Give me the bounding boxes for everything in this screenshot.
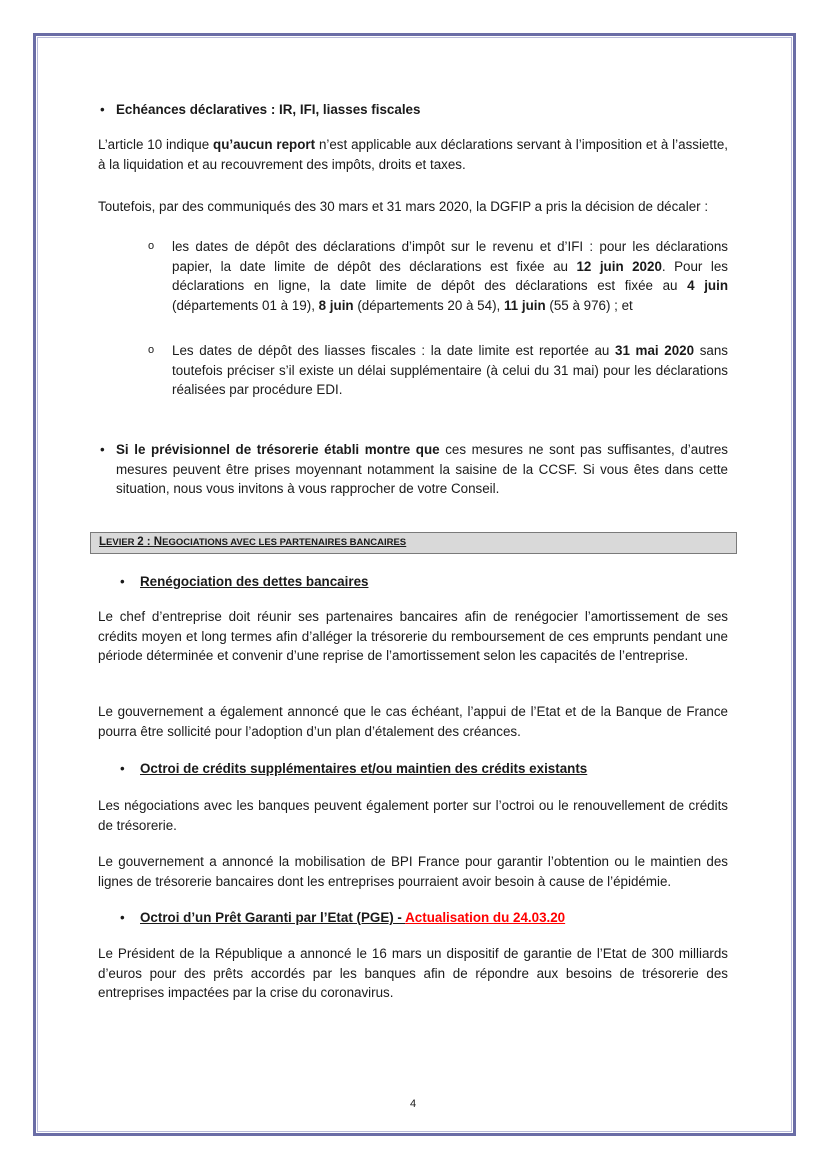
bullet-echeances (98, 100, 728, 120)
bullet-octroi-credits (98, 759, 728, 779)
bullet-pge (98, 908, 728, 928)
sub-item-liasses: o Les dates de dépôt des liasses fiscales : la date limite est reportée au 31 mai 2020 sans toutefois préciser s’il existe un délai supplémentaire (à celui du 31 mai) pour les déclarations réalisées par procédure EDI. (148, 343, 728, 397)
page-number: 4 (409, 1098, 417, 1110)
paragraph-gouvernement-appui: Le gouvernement a également annoncé que le cas échéant, l’appui de l’Etat et de la Banque de France pourra être sollicité pour l’adoption d’un plan d’étalement des créances. (98, 704, 728, 739)
subsection-heading: Octroi de crédits supplémentaires et/ou maintien des crédits existants (140, 761, 588, 776)
bullet-previsionnel: • Si le prévisionnel de trésorerie établi montre que ces mesures ne sont pas suffisantes, d’autres mesures peuvent être prises moyennant notamment la saisine de la CCSF. Si vous êtes dans cette situation, nous vous invitons à vous rapprocher de votre Conseil. (100, 442, 728, 496)
circle-bullet-icon: o (148, 344, 155, 356)
update-notice: Actualisation du 24.03.20 (405, 910, 566, 925)
sub-item-ir-ifi: o les dates de dépôt des déclarations d’impôt sur le revenu et d’IFI : pour les déclarations papier, la date limite de dépôt des déclarations est fixée au 12 juin 2020. Pour les déclarations en ligne, la date limite de dépôt des déclarations est fixée au 4 juin (départements 01 à 19), 8 juin (départements 20 à 54), 11 juin (55 à 976) ; et (148, 239, 729, 313)
section-heading: Echéances déclaratives : IR, IFI, liasses fiscales (116, 102, 421, 117)
bullet-icon: • (120, 761, 125, 776)
bullet-icon: • (100, 102, 105, 117)
bullet-icon: • (100, 442, 105, 457)
paragraph-article10: L’article 10 indique qu’aucun report n’est applicable aux déclarations servant à l’imposition et à l’assiette, à la liquidation et au recouvrement des impôts, droits et taxes. (98, 137, 728, 172)
bullet-icon: • (120, 574, 125, 589)
paragraph-bpi: Le gouvernement a annoncé la mobilisation de BPI France pour garantir l’obtention ou le maintien des lignes de trésorerie bancaires dont les entreprises pourraient avoir besoin à cause de l’épidémie. (98, 854, 728, 889)
paragraph-negociations: Les négociations avec les banques peuvent également porter sur l’octroi ou le renouvellement de crédits de trésorerie. (98, 798, 728, 833)
subsection-heading: Renégociation des dettes bancaires (140, 574, 369, 589)
subsection-heading: Octroi d’un Prêt Garanti par l’Etat (PGE) - (140, 910, 406, 925)
circle-bullet-icon: o (148, 240, 155, 252)
paragraph-president: Le Président de la République a annoncé le 16 mars un dispositif de garantie de l’Etat de 300 milliards d’euros pour des prêts accordés par les banques afin de répondre aux besoins de trésorerie des entreprises impactées par la crise du coronavirus. (98, 946, 728, 1000)
bullet-icon: • (120, 910, 125, 925)
lever-2-header: LEVIER 2 : NEGOCIATIONS AVEC LES PARTENAIRES BANCAIRES (90, 532, 737, 554)
paragraph-toutefois: Toutefois, par des communiqués des 30 mars et 31 mars 2020, la DGFIP a pris la décision de décaler : (98, 199, 709, 214)
bullet-renegociation (98, 572, 728, 592)
paragraph-chef-entreprise: Le chef d’entreprise doit réunir ses partenaires bancaires afin de renégocier l’amortissement de ses crédits moyen et long termes afin d’alléger la trésorerie du remboursement de ces emprunts pendant une période déterminée et convenir d’une reprise de l’amortissement selon les capacités de l’entreprise. (98, 609, 728, 663)
